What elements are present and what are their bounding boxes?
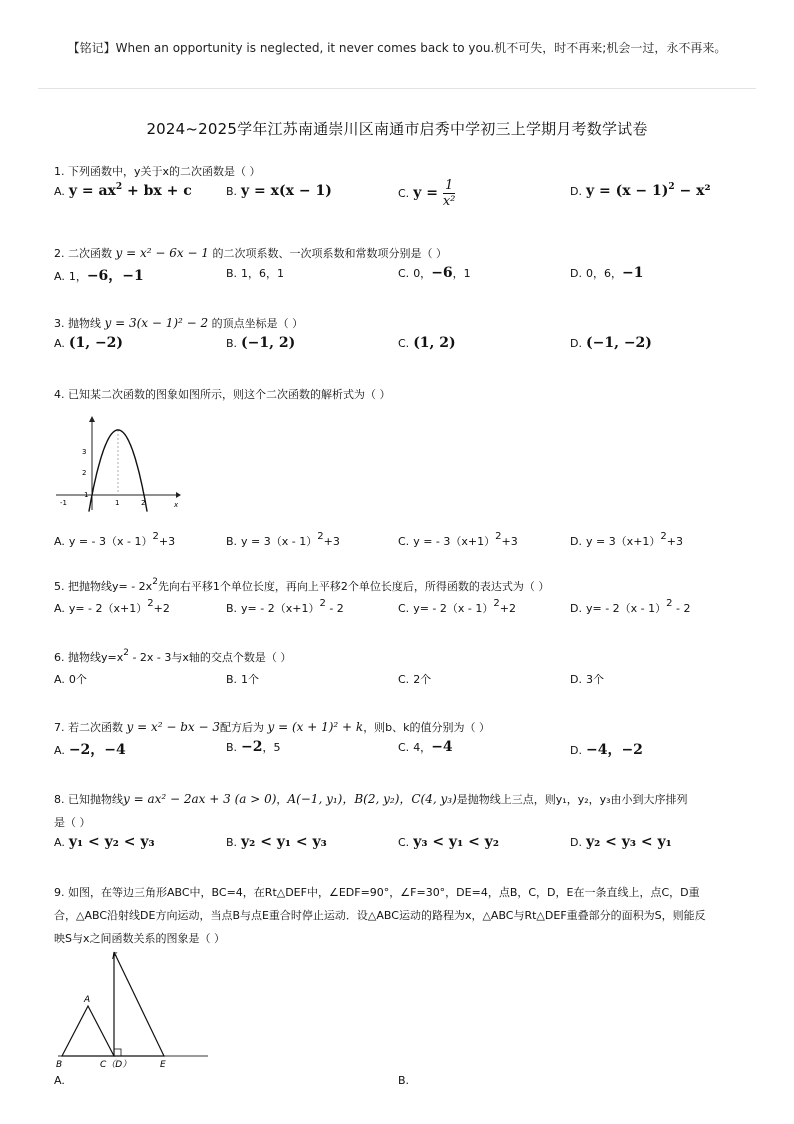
option-math: + bx + c (122, 183, 192, 199)
x-axis-arrow (176, 492, 181, 498)
question-stem: 6. 抛物线$y=x^2 - 2x - 3$与x轴的交点个数是（ ） (54, 648, 292, 664)
label-c-d: C（D） (100, 1060, 132, 1070)
x-tick-1: 1 (115, 499, 120, 507)
question-stem: 3. 抛物线 y = 3(x − 1)² − 2 的顶点坐标是（ ） (54, 316, 304, 330)
question-2 (54, 242, 754, 289)
question-stem: 7. 若二次函数 y = x² − bx − 3配方后为 y = (x + 1)² + k，则b、k的值分别为（ ） (54, 720, 491, 734)
question-8 (54, 788, 754, 858)
x-tick-neg1: -1 (60, 499, 67, 507)
question-9 (54, 881, 754, 1098)
option-math: y = (x − 1) (585, 183, 669, 199)
question-stem: 2. 二次函数 y = x² − 6x − 1 的二次项系数、一次项系数和常数项分别是（ ） (54, 246, 447, 260)
option-b[interactable]: B. 1个 (226, 673, 260, 686)
question-stem: 5. 把抛物线$y= - 2x^2$先向右平移1个单位长度，再向上平移2个单位长度后，所得函数的表达式为（ ） (54, 577, 550, 593)
question-3 (54, 312, 754, 359)
option-d[interactable]: D. −4，−2 (570, 742, 643, 758)
option-math: y = (413, 185, 443, 201)
question-stem: 1. 下列函数中，y关于x的二次函数是（ ） (54, 165, 261, 178)
triangle-figure (56, 950, 216, 1072)
option-b[interactable] (226, 183, 332, 199)
option-b[interactable]: B. (398, 1074, 410, 1087)
x-tick-2: 2 (141, 499, 146, 507)
option-c[interactable]: C. 0，−6，1 (398, 265, 471, 281)
option-a[interactable]: A. (1, −2) (54, 335, 124, 351)
option-c[interactable] (398, 179, 455, 209)
option-label: D. (570, 185, 582, 198)
label-a: A (84, 995, 91, 1005)
option-b[interactable]: B. (−1, 2) (226, 335, 296, 351)
option-d[interactable]: D. y= - 2（x - 1）2 - 2 (570, 598, 691, 615)
question-stem-line-1: 9. 如图，在等边三角形ABC中，BC=4，在Rt△DEF中，∠EDF=90°，∠F=30°，DE=4，点B，C，D，E在一条直线上，点C，D重 (54, 886, 700, 899)
option-math: − x² (674, 183, 711, 199)
question-5 (54, 575, 754, 624)
triangle-def (114, 952, 164, 1056)
question-stem: 4. 已知某二次函数的图象如图所示，则这个二次函数的解析式为（ ） (54, 388, 391, 401)
question-6 (54, 646, 754, 695)
label-b: B (56, 1060, 63, 1070)
y-tick-3: 3 (82, 448, 87, 456)
option-math: y = x(x − 1) (241, 183, 332, 199)
option-c[interactable]: C. (1, 2) (398, 335, 456, 351)
question-stem-line-3: 映S与x之间函数关系的图象是（ ） (54, 932, 225, 945)
option-a[interactable]: A. y = - 3（x - 1）2+3 (54, 531, 176, 548)
option-d[interactable]: D. 0，6，−1 (570, 265, 644, 281)
exponent: 2 (115, 182, 123, 192)
option-a[interactable]: A. −2，−4 (54, 742, 126, 758)
option-c[interactable]: C. 2个 (398, 673, 432, 686)
option-a[interactable]: A. 1，−6，−1 (54, 268, 144, 284)
question-stem: 8. 已知抛物线y = ax² − 2ax + 3 (a > 0)，A(−1, y₁)，B(2, y₂)，C(4, y₃)是抛物线上三点，则y₁，y₂，y₃由小到大序排列 (54, 792, 688, 806)
option-c[interactable]: C. y₃ < y₁ < y₂ (398, 834, 499, 850)
option-a[interactable] (54, 183, 192, 199)
option-a[interactable]: A. (54, 1074, 65, 1087)
parabola-graph (54, 410, 184, 515)
label-f: F (112, 952, 118, 962)
option-b[interactable]: B. y = 3（x - 1）2+3 (226, 531, 340, 548)
option-d[interactable]: D. y₂ < y₃ < y₁ (570, 834, 672, 850)
option-b[interactable]: B. 1，6，1 (226, 267, 285, 280)
option-c[interactable]: C. y = - 3（x+1）2+3 (398, 531, 518, 548)
option-c[interactable]: C. 4，−4 (398, 739, 453, 755)
y-tick-1: 1 (84, 491, 89, 499)
question-1 (54, 160, 754, 209)
question-7 (54, 716, 754, 763)
option-a[interactable]: A. y₁ < y₂ < y₃ (54, 834, 155, 850)
question-4 (54, 383, 754, 557)
fraction: $\frac{1}{\text{x²}}$ (442, 178, 456, 209)
exam-title: 2024~2025学年江苏南通崇川区南通市启秀中学初三上学期月考数学试卷 (146, 120, 648, 138)
header-divider (38, 88, 756, 89)
option-d[interactable]: D. 3个 (570, 673, 604, 686)
option-d[interactable]: D. (−1, −2) (570, 335, 652, 351)
option-d[interactable] (570, 183, 711, 199)
option-b[interactable]: B. y₂ < y₁ < y₃ (226, 834, 327, 850)
option-b[interactable]: B. −2，5 (226, 739, 281, 755)
y-axis-arrow (89, 416, 95, 422)
y-tick-2: 2 (82, 469, 87, 477)
option-label: A. (54, 185, 65, 198)
question-stem-continued: 是（ ） (54, 816, 91, 829)
question-stem-line-2: 合，△ABC沿射线DE方向运动，当点B与点E重合时停止运动．设△ABC运动的路程为x，△ABC与Rt△DEF重叠部分的面积为S，则能反 (54, 909, 706, 922)
right-angle-mark (114, 1049, 121, 1056)
option-a[interactable]: A. y= - 2（x+1）2+2 (54, 598, 170, 615)
option-math: y = ax (68, 183, 116, 199)
motto-header: 【铭记】When an opportunity is neglected, it never comes back to you.机不可失，时不再来;机会一过，永不再来。 (67, 41, 727, 55)
option-a[interactable]: A. 0个 (54, 673, 87, 686)
label-e: E (160, 1060, 166, 1070)
x-axis-label: x (174, 501, 179, 509)
option-b[interactable]: B. y= - 2（x+1）2 - 2 (226, 598, 344, 615)
option-label: C. (398, 187, 410, 200)
option-label: B. (226, 185, 238, 198)
option-c[interactable]: C. y= - 2（x - 1）2+2 (398, 598, 516, 615)
exponent: 2 (668, 182, 675, 192)
triangle-abc (62, 1006, 114, 1056)
option-d[interactable]: D. y = 3（x+1）2+3 (570, 531, 684, 548)
